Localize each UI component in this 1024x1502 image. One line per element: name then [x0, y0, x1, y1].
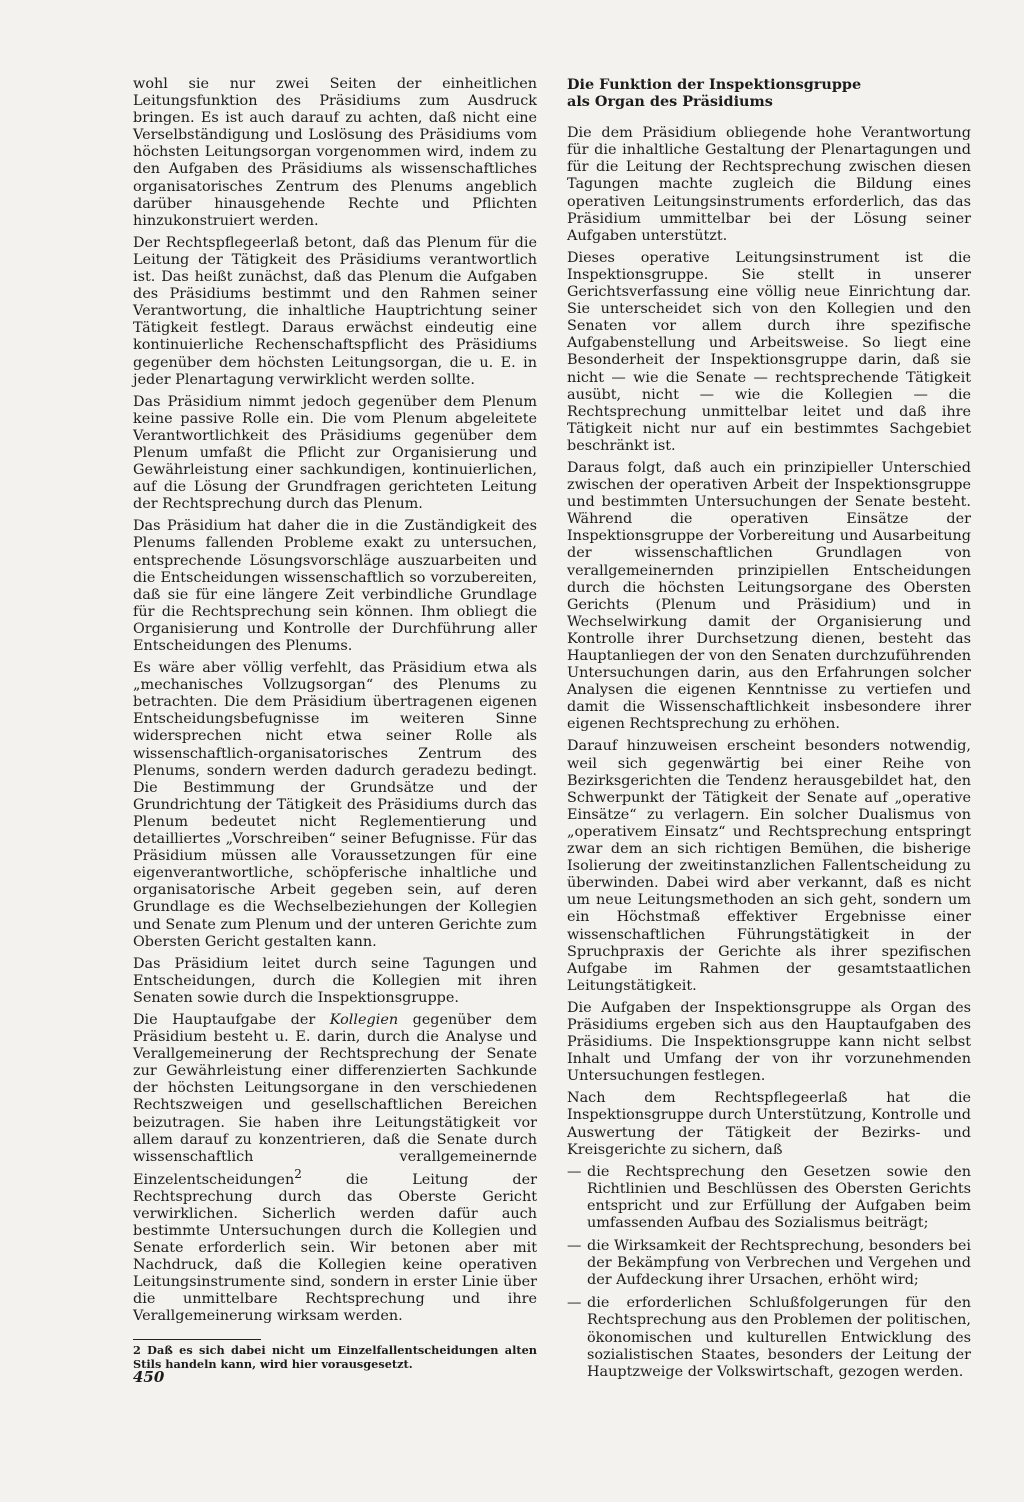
- paragraph: Die Aufgaben der Inspektionsgruppe als Organ des Präsidiums ergeben sich aus den Hauptaufgaben des Präsidiums. Die Inspektionsgruppe kann nicht selbst Inhalt und Umfang der von ihr vorzunehmenden Untersuchungen festlegen.: [567, 999, 971, 1085]
- list-item-text: die Wirksamkeit der Rechtsprechung, besonders bei der Bekämpfung von Verbrechen und Vergehen und der Aufdeckung ihrer Ursachen, erhöht wird;: [587, 1238, 971, 1289]
- paragraph: Das Präsidium leitet durch seine Tagungen und Entscheidungen, durch die Kollegien mit ihren Senaten sowie durch die Inspektionsgruppe.: [133, 955, 537, 1006]
- paragraph: Nach dem Rechtspflegeerlaß hat die Inspektionsgruppe durch Unterstützung, Kontrolle und Auswertung der Tätigkeit der Bezirks- und Kreisgerichte zu sichern, daß: [567, 1090, 971, 1158]
- text-run: Die Hauptaufgabe der: [133, 1011, 330, 1028]
- footnote-separator: [133, 1339, 261, 1340]
- paragraph: Das Präsidium hat daher die in die Zuständigkeit des Plenums fallenden Probleme exakt zu untersuchen, entsprechende Lösungsvorschläge auszuarbeiten und die Entscheidungen wissenschaftlich so vorzubereiten, daß sie für eine längere Zeit verbindliche Grundlage für die Rechtsprechung sein können. Ihm obliegt die Organisierung und Kontrolle der Durchführung aller Entscheidungen des Plenums.: [133, 518, 537, 654]
- paragraph: Das Präsidium nimmt jedoch gegenüber dem Plenum keine passive Rolle ein. Die vom Plenum abgeleitete Verantwortlichkeit des Präsidiums gegenüber dem Plenum umfaßt die Pflicht zur Organisierung und Gewährleistung einer sachkundigen, kontinuierlichen, auf die Lösung der Grundfragen gerichteten Leitung der Rechtsprechung durch das Plenum.: [133, 393, 537, 513]
- paragraph: Die dem Präsidium obliegende hohe Verantwortung für die inhaltliche Gestaltung der Plenartagungen und für die Leitung der Rechtsprechung zwischen diesen Tagungen machte zugleich die Bildung eines operativen Leitungsinstruments erforderlich, das das Präsidium ummittelbar bei der Lösung seiner Aufgaben unterstützt.: [567, 125, 971, 244]
- paragraph: Dieses operative Leitungsinstrument ist die Inspektionsgruppe. Sie stellt in unserer Gerichtsverfassung eine völlig neue Einrichtung dar. Sie unterscheidet sich von den Kollegien und den Senaten vor allem durch ihre spezifische Aufgabenstellung und Arbeitsweise. So liegt eine Besonderheit der Inspektionsgruppe darin, daß sie nicht — wie die Senate — rechtsprechende Tätigkeit ausübt, nicht — wie die Kollegien — die Rechtsprechung unmittelbar leitet und daß ihre Tätigkeit nicht nur auf ein bestimmtes Sachgebiet beschränkt ist.: [567, 249, 971, 454]
- text-run: die Leitung der Rechtsprechung durch das Oberste Gericht verwirklichen. Sicherlich werden dafür auch bestimmte Untersuchungen durch die Kollegien und Senate erforderlich sein. Wir betonen aber mit Nachdruck, daß die Kollegien keine operativen Leitungsinstrumente sind, sondern in erster Linie über die unmittelbare Rechtsprechung und ihre Verallgemeinerung wirksam werden.: [133, 1171, 537, 1325]
- list-item: [567, 1238, 971, 1289]
- emphasis-kollegien: Kollegien: [329, 1011, 399, 1028]
- paragraph: Es wäre aber völlig verfehlt, das Präsidium etwa als „mechanisches Vollzugsorgan“ des Plenums zu betrachten. Die dem Präsidium übertragenen eigenen Entscheidungsbefugnisse im weiteren Sinne widersprechen nicht etwa seiner Rolle als wissenschaftlich-organisatorisches Zentrum des Plenums, sondern werden dadurch geradezu bedingt. Die Bestimmung der Grundsätze und der Grundrichtung der Tätigkeit des Präsidiums durch das Plenum bedeutet nicht Reglementierung und detailliertes „Vorschreiben“ seiner Befugnisse. Für das Präsidium müssen alle Voraussetzungen für eine eigenverantwortliche, schöpferische inhaltliche und organisatorische Arbeit gegeben sein, auf deren Grundlage es die Wechselbeziehungen der Kollegien und Senate zum Plenum und der unteren Gerichte zum Obersten Gericht gestalten kann.: [133, 660, 537, 950]
- text-run: gegenüber dem Präsidium besteht u. E. darin, durch die Analyse und Verallgemeinerung der Rechtsprechung der Senate zur Gewährleistung einer differenzierten Sachkunde der höchsten Leitungsorgane in den verschiedenen Rechtszweigen und gesellschaftlichen Bereichen beizutragen. Sie haben ihre Leitungstätigkeit vor allem darauf zu konzentrieren, daß die Senate durch wissenschaftlich verallgemeinernde Einzelentscheidungen: [133, 1011, 538, 1188]
- right-column: [567, 76, 971, 1387]
- section-heading: [567, 76, 971, 110]
- left-column: [133, 76, 537, 1376]
- paragraph-kollegien: [133, 1012, 537, 1325]
- dash-list: [567, 1164, 971, 1381]
- page-number: 450: [133, 1368, 165, 1386]
- paragraph: Daraus folgt, daß auch ein prinzipieller Unterschied zwischen der operativen Arbeit der Inspektionsgruppe und bestimmten Untersuchungen der Senate besteht. Während die operativen Einsätze der Inspektionsgruppe der Vorbereitung und Ausarbeitung der wissenschaftlichen Grundlagen von verallgemeinernden prinzipiellen Entscheidungen durch die höchsten Leitungsorgane des Obersten Gerichts (Plenum und Präsidium) und in Wechselwirkung damit der Organisierung und Kontrolle ihrer Durchsetzung dienen, besteht das Hauptanliegen der von den Senaten durchzuführenden Untersuchungen darin, aus den Erfahrungen solcher Analysen die eigenen Kenntnisse zu vertiefen und damit die Wissenschaftlichkeit insbesondere ihrer eigenen Rechtsprechung zu erhöhen.: [567, 459, 971, 733]
- paragraph: wohl sie nur zwei Seiten der einheitlichen Leitungsfunktion des Präsidiums zum Ausdruck bringen. Es ist auch darauf zu achten, daß nicht eine Verselbständigung und Loslösung des Präsidiums vom höchsten Leitungsorgan vorgenommen wird, indem zu den Aufgaben des Präsidiums als wissenschaftliches organisatorisches Zentrum des Plenums angeblich darüber hinausgehende Rechte und Pflichten hinzukonstruiert werden.: [133, 76, 537, 229]
- paragraph: Darauf hinzuweisen erscheint besonders notwendig, weil sich gegenwärtig bei einer Reihe von Bezirksgerichten die Tendenz herausgebildet hat, den Schwerpunkt der Tätigkeit der Senate auf „operative Einsätze“ zu verlagern. Ein solcher Dualismus von „operativem Einsatz“ und Rechtsprechung entspringt zwar dem an sich richtigen Bemühen, die bisherige Isolierung der zweitinstanzlichen Fallentscheidung zu überwinden. Dabei wird aber verkannt, daß es nicht um neue Leitungsmethoden an sich geht, sondern um ein Höchstmaß effektiver Ergebnisse einer wissenschaftlichen Führungstätigkeit in der Spruchpraxis der Gerichte als ihrer spezifischen Aufgabe im Rahmen der gesamtstaatlichen Leitungstätigkeit.: [567, 738, 971, 994]
- dash-marker: —: [567, 1238, 582, 1255]
- dash-marker: —: [567, 1295, 582, 1312]
- footnote-marker: 2: [294, 1166, 302, 1181]
- paragraph: Der Rechtspflegeerlaß betont, daß das Plenum für die Leitung der Tätigkeit des Präsidiums verantwortlich ist. Das heißt zunächst, daß das Plenum die Aufgaben des Präsidiums bestimmt und den Rahmen seiner Verantwortung, die inhaltliche Hauptrichtung seiner Tätigkeit festlegt. Daraus erwächst eindeutig eine kontinuierliche Rechenschaftspflicht des Präsidiums gegenüber dem höchsten Leitungsorgan, die u. E. in jeder Plenartagung verwirklicht werden sollte.: [133, 234, 537, 388]
- dash-marker: —: [567, 1163, 582, 1180]
- footnote: 2 Daß es sich dabei nicht um Einzelfallentscheidungen alten Stils handeln kann, wird hier vorausgesetzt.: [133, 1343, 537, 1371]
- list-item-text: die erforderlichen Schlußfolgerungen für den Rechtsprechung aus den Problemen der politischen, ökonomischen und kulturellen Entwicklung des sozialistischen Staates, besonders der Leitung der Hauptzweige der Volkswirtschaft, gezogen werden.: [587, 1295, 971, 1380]
- list-item-text: die Rechtsprechung den Gesetzen sowie den Richtlinien und Beschlüssen des Obersten Gerichts entspricht und zur Erfüllung der Aufgaben beim umfassenden Aufbau des Sozialismus beiträgt;: [587, 1163, 971, 1231]
- heading-line: Die Funktion der Inspektionsgruppe: [567, 76, 862, 93]
- list-item: [567, 1164, 971, 1232]
- heading-line: als Organ des Präsidiums: [567, 93, 773, 111]
- list-item: [567, 1295, 971, 1380]
